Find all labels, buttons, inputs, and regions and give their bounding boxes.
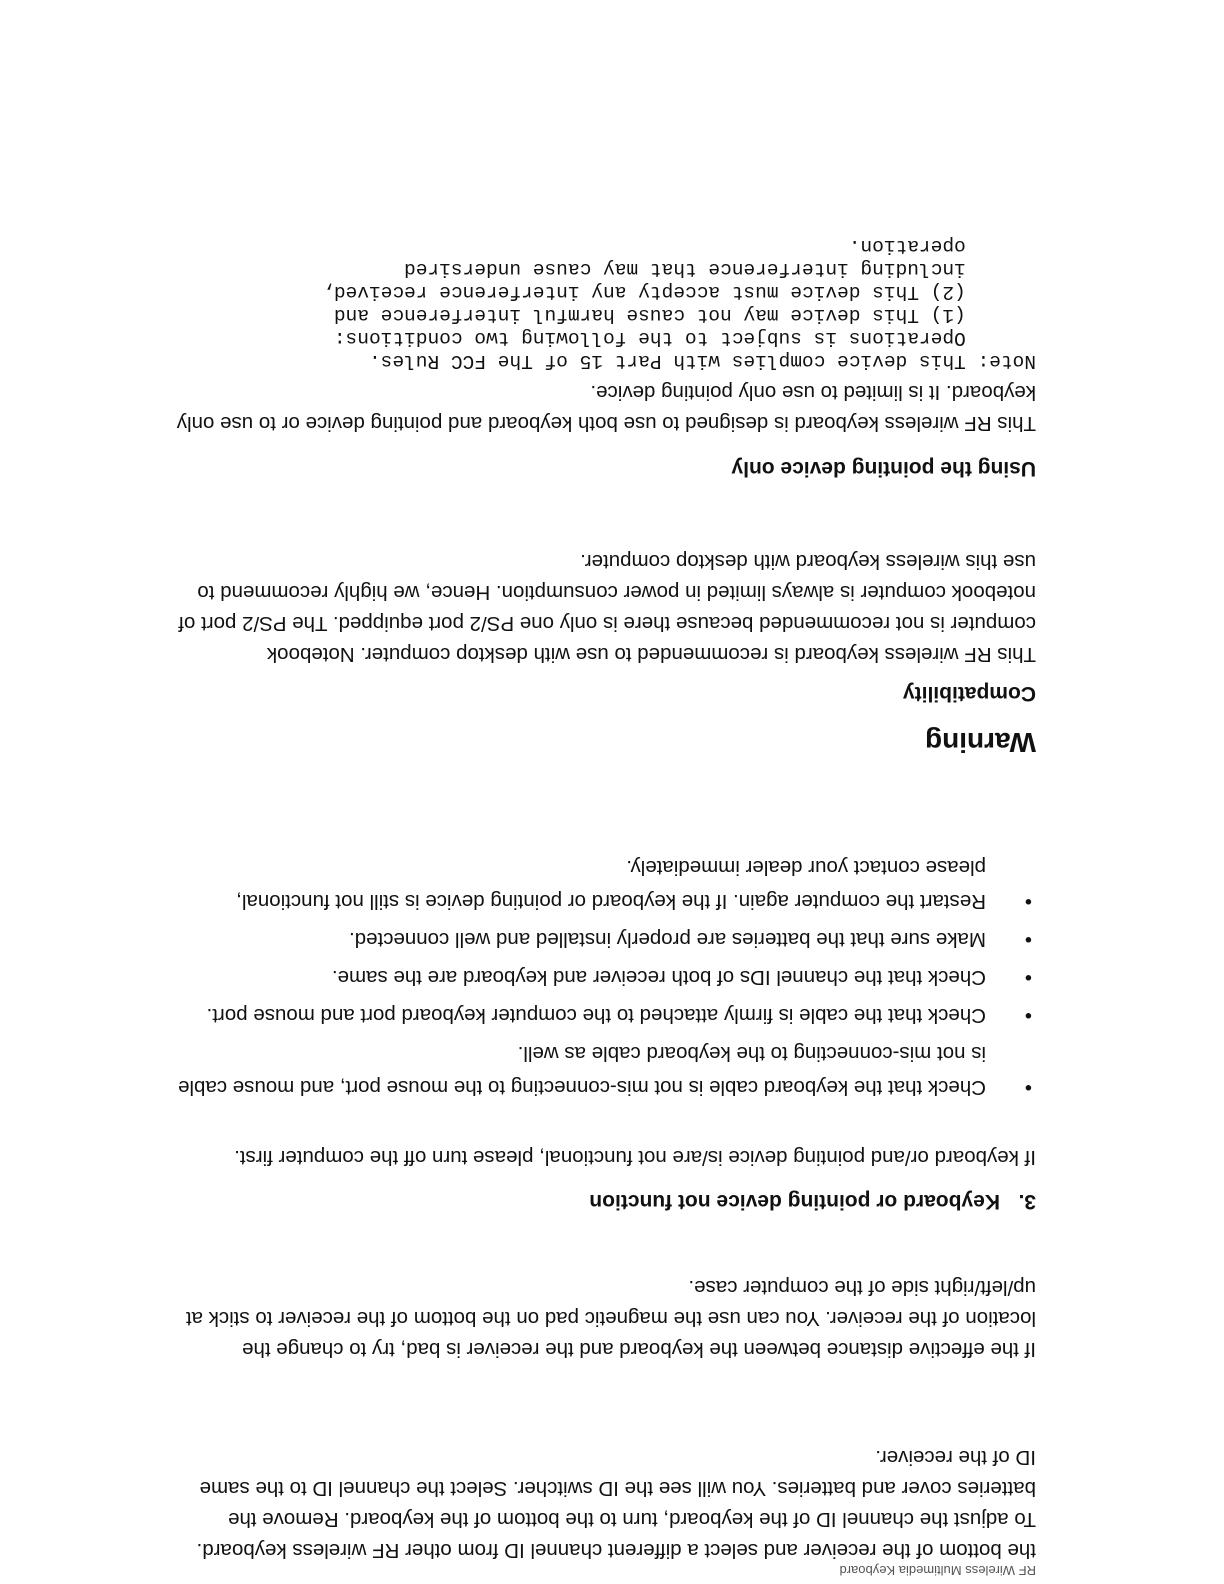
intro-paragraph: the bottom of the receiver and select a different channel ID from other RF wireless keyboard. To adjust the channel ID of the keyboard, turn to the bottom of the keyboard. Remove the batteries cover and batteries. You will see the ID switcher. Select the channel ID to the same ID of the receiver. bbox=[196, 1446, 1036, 1562]
list-item-text: Restart the computer again. If the keyboard or pointing device is still not functional, please contact your dealer immediately. bbox=[236, 856, 986, 913]
bullet-icon: • bbox=[1024, 928, 1032, 951]
bullet-icon: • bbox=[1024, 1004, 1032, 1027]
list-item bbox=[176, 850, 1036, 918]
list-item-text: Check that the channel IDs of both receiver and keyboard are the same. bbox=[331, 966, 986, 989]
page-header: RF Wireless Multimedia Keyboard bbox=[839, 1563, 1036, 1578]
warning-heading: Warning bbox=[925, 727, 1036, 758]
section-3-intro: If keyboard or/and pointing device is/are not functional, please turn off the computer first. bbox=[234, 1146, 1036, 1169]
compatibility-paragraph: This RF wireless keyboard is recommended to use with desktop computer. Notebook computer is not recommended because there is only one PS/2 port equipped. The PS/2 port of notebook computer is always limited in power consumption. Hence, we highly recommend to use this wireless keyboard with desktop computer. bbox=[178, 550, 1036, 666]
compatibility-heading: Compatibility bbox=[902, 682, 1036, 705]
list-item-text: Check that the cable is firmly attached to the computer keyboard port and mouse port. bbox=[206, 1004, 986, 1027]
distance-paragraph: If the effective distance between the keyboard and the receiver is bad, try to change the location of the receiver. You can use the magnetic pad on the bottom of the receiver to stick at up/left/right side of the computer case. bbox=[185, 1276, 1036, 1361]
list-item bbox=[176, 998, 1036, 1032]
bullet-icon: • bbox=[1024, 1076, 1032, 1099]
troubleshooting-list bbox=[176, 846, 1036, 1104]
section-3-heading bbox=[176, 1186, 1036, 1217]
bullet-icon: • bbox=[1024, 890, 1032, 913]
section-3-title: Keyboard or pointing device not function bbox=[589, 1190, 1000, 1213]
pointing-device-paragraph: This RF wireless keyboard is designed to use both keyboard and pointing device or to use only keyboard. It is limited to use only pointing device. bbox=[176, 381, 1036, 435]
list-item-text: Check that the keyboard cable is not mis-connecting to the mouse port, and mouse cable is not mis-connecting to the keyboard cable as well. bbox=[178, 1042, 986, 1099]
list-item bbox=[176, 1036, 1036, 1104]
bullet-icon: • bbox=[1024, 966, 1032, 989]
list-item bbox=[176, 922, 1036, 956]
section-3-number: 3. bbox=[1018, 1190, 1036, 1213]
pointing-device-heading: Using the pointing device only bbox=[731, 457, 1036, 480]
fcc-note: Note: This device complies with Part 15 of The FCC Rules. Operations is subject to the following two conditions: (1) This device may not cause harmful interference and (2) This device must accepty any interference received, including interference that may cause undersired operation. bbox=[322, 235, 1036, 372]
list-item-text: Make sure that the batteries are properly installed and well connected. bbox=[348, 928, 986, 951]
list-item bbox=[176, 960, 1036, 994]
